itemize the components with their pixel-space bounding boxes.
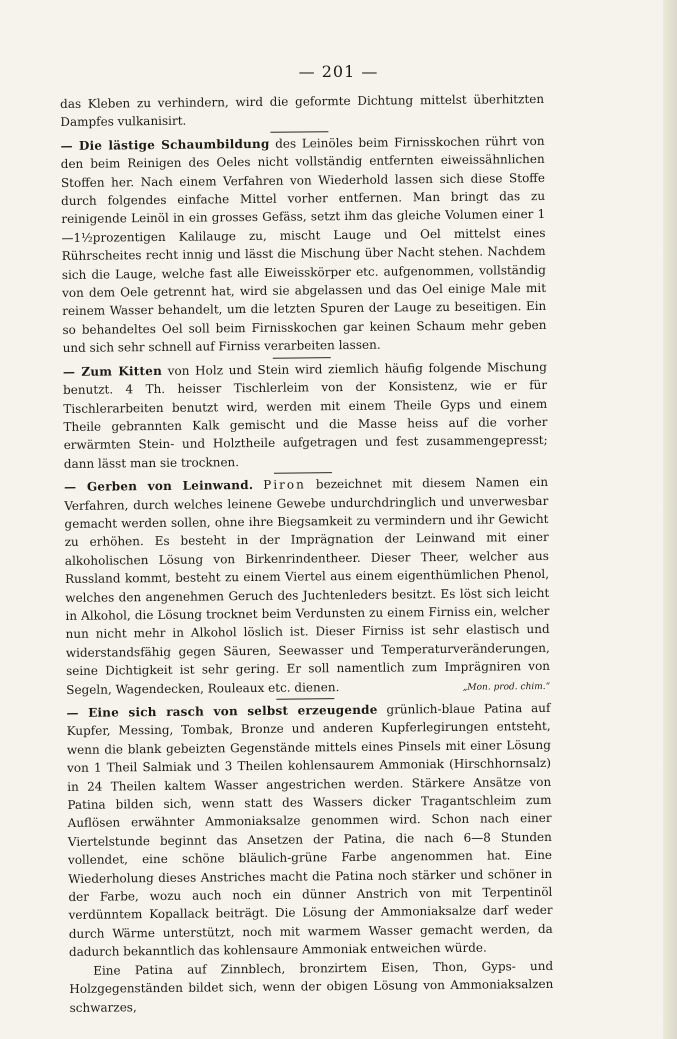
paragraph-text: bezeichnet mit diesem Namen ein Verfahren, durch welches leinene Gewebe undurchdringlich und unverwesbar gemacht werden sollen, ohne ihre Biegsamkeit zu vermindern und ihr Gewicht zu erhöhen. Es besteht in der Imprägnation der Leinwand mit einer alkoholischen Lösung von Birkenrindentheer. Dieser Theer, welcher aus Russland kommt, besteht zu einem Viertel aus einem eigenthümlichen Phenol, welches den angenehmen Geruch des Juchtenleders besitzt. Es löst sich leicht in Alkohol, die Lösung trocknet beim Verdunsten zu einem Firniss ein, welcher nun nicht mehr in Alkohol löslich ist. Dieser Firniss ist sehr elastisch und widerstandsfähig gegen Säuren, Seewasser und Temperaturveränderungen, seine Dichtigkeit ist sehr gering. Er soll namentlich zum Imprägniren von Segeln, Wagendecken, Rouleaux etc. dienen. [64, 475, 551, 697]
paragraph-heading: — Zum Kitten [62, 363, 163, 379]
paragraph-text: das Kleben zu verhindern, wird die geformte Dichtung mittelst überhitzten Dampfes vulkanisirt. [60, 91, 545, 130]
paragraph-text: von Holz und Stein wird ziemlich häufig folgende Mischung benutzt. 4 Th. heisser Tischlerleim von der Konsistenz, wie er für Tischlerarbeiten benutzt wird, werden mit einem Theile Gyps und einem Theile gebrannten Kalk gemischt und die Masse heiss auf die vorher erwärmten Stein- und Holztheile aufgetragen und fest zusammengepresst; dann lässt man sie trocknen. [63, 359, 548, 471]
paragraph-heading: — Eine sich rasch von selbst erzeugende [66, 702, 378, 720]
paragraph-patina-zinn [69, 957, 554, 1017]
paragraph-gerben [64, 470, 550, 699]
paragraph-text: des Leinöles beim Firnisskochen rührt von den beim Reinigen des Oeles nicht vollständig entfernten eiweissähnlichen Stoffen her. Nach einem Verfahren von Wiederhold lassen sich diese Stoffe durch folgendes einfache Mittel vorher entfernen. Man bringt das zu reinigende Leinöl in ein grosses Gefäss, setzt ihm das gleiche Volumen einer 1—1½prozentigen Kalilauge zu, mischt Lauge und Oel mittelst eines Rührscheites recht innig und lässt die Mischung über Nacht stehen. Nachdem sich die Lauge, welche fast alle Eiweisskörper etc. aufgenommen, vollständig von dem Oele getrennt hat, wird sie abgelassen und das Oel einige Male mit reinem Wasser behandelt, um die letzten Spuren der Lauge zu beseitigen. Ein so behandeltes Oel soll beim Firnisskochen gar keinen Schaum mehr geben und sich sehr schnell auf Firniss verarbeiten lassen. [60, 133, 547, 356]
paragraph-continuation [60, 90, 544, 132]
paragraph-text: Eine Patina auf Zinnblech, bronzirtem Eisen, Thon, Gyps- und Holzgegenständen bildet sich, wenn der obigen Lösung von Ammoniaksalzen schwarzes, [69, 958, 554, 1015]
paragraph-kitten [63, 355, 548, 473]
page-edge [663, 0, 677, 1039]
paragraph-heading: — Die lästige Schaumbildung [60, 136, 270, 153]
paragraph-schaumbildung [60, 129, 546, 358]
source-citation: „Mon. prod. chim.“ [462, 681, 551, 693]
paragraph-text: grünlich-blaue Patina auf Kupfer, Messing, Tombak, Bronze und anderen Kupferlegirungen entsteht, wenn die blank gebeizten Gegenstände mittels eines Pinsels mit einer Lösung von 1 Theil Salmiak und 3 Theilen kohlensaurem Ammoniak (Hirschhornsalz) in 24 Theilen kaltem Wasser angestrichen werden. Stärkere Ansätze von Patina bilden sich, wenn statt des Wassers dicker Tragantschleim zum Auflösen erwähnter Ammoniaksalze genommen wird. Schon nach einer Viertelstunde beginnt das Ansetzen der Patina, die nach 6—8 Stunden vollendet, eine schöne bläulich-grüne Farbe angenommen hat. Eine Wiederholung dieses Anstriches macht die Patina noch stärker und schöner in der Farbe, wozu auch noch ein dünner Anstrich von mit Terpentinöl verdünntem Kopallack beiträgt. Die Lösung der Ammoniaksalze darf weder durch Wärme unterstützt, noch mit warmem Wasser gemacht werden, da dadurch bekanntlich das kohlensaure Ammoniak entweichen würde. [66, 700, 553, 960]
author-name: Piron [263, 477, 306, 493]
body-text [60, 90, 554, 1017]
paragraph-heading: — Gerben von Leinwand. [64, 478, 254, 495]
page-number: — 201 — [298, 62, 379, 81]
paragraph-patina [66, 696, 553, 962]
